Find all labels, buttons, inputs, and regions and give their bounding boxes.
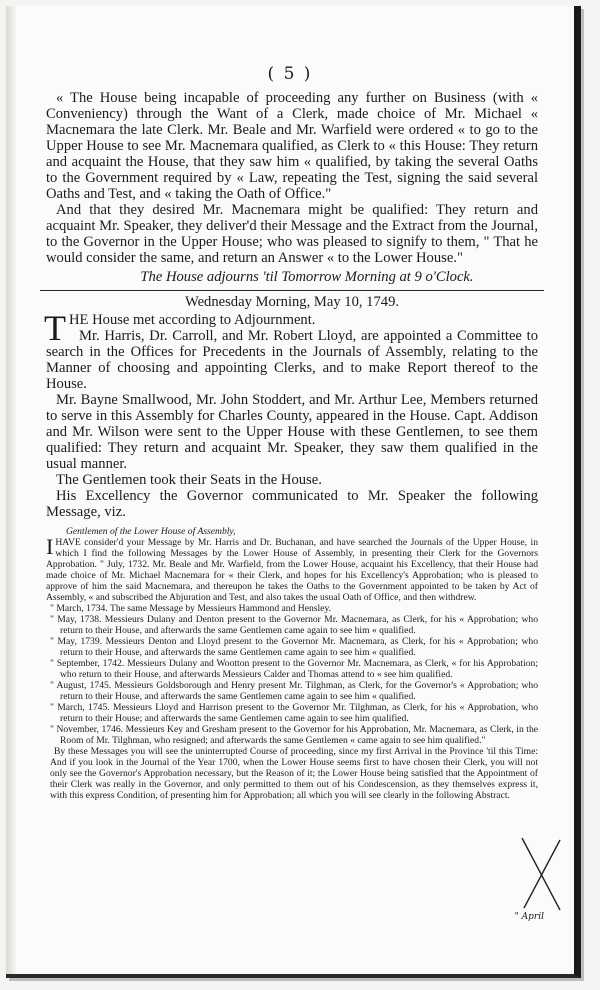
message-line: " September, 1742. Messieurs Dulany and Wootton present to the Governor Mr. Macnemara, as Clerk, « for his Approbation; who return to their House, and afterwards Messieurs Calder and Thomas attend to « see him qualified. (50, 658, 538, 680)
document-body (46, 90, 538, 801)
message-line: " August, 1745. Messieurs Goldsborough and Henry present Mr. Tilghman, as Clerk, for the Governor's « Approbation; who return to their House, and afterwards the same Gentlemen came again to see him « qualified. (50, 680, 538, 702)
page-gutter-shadow (6, 6, 16, 974)
message-line: " March, 1734. The same Message by Messieurs Hammond and Hensley. (50, 603, 332, 614)
catchword: " April (514, 912, 544, 922)
para-met: HE House met according to Adjournment. (69, 312, 316, 328)
para-harris: Mr. Harris, Dr. Carroll, and Mr. Robert Lloyd, are appointed a Committee to search in the Offices for Precedents in the Journals of Assembly, relating to the Manner of choosing and appointing Clerks, and to make Report thereof to the House. (46, 328, 538, 392)
closing-paragraph: By these Messages you will see the uninterrupted Course of proceeding, since my first Arrival in the Province 'til this Time: And if you look in the Journal of the Year 1700, when the Lower House seems first to have chosen their Clerk, you will not only see the Governor's Approbation necessary, but the Reason of it; the Lower House being satisfied that the Appointment of their Clerk was really in the Governor, and only permitted to them out of his Condescension, as they themselves express it, with this express Condition, of presenting him for Approbation; all which you will see clearly in the following Abstract. (50, 746, 538, 801)
para-seats: The Gentlemen took their Seats in the House. (56, 472, 322, 488)
opening-paragraph: « The House being incapable of proceeding any further on Business (with « Conveniency) through the Want of a Clerk, made choice of Mr. Michael « Macnemara the late Clerk. Mr. Beale and Mr. Warfield were ordered « to go to the Upper House to see Mr. Macnemara qualified, as Clerk to « this House: They return and acquaint the House, that they saw him « qualified, by taking the several Oaths to the Government required by « Law, repeating the Test, signing the said several Oaths and Test, and « taking the Oath of Office." (46, 90, 538, 202)
date-heading: Wednesday Morning, May 10, 1749. (184, 294, 400, 310)
ink-x-mark (516, 834, 566, 914)
message-line-text: HAVE consider'd your Message by Mr. Harris and Dr. Buchanan, and have searched the Journals of the Upper House, in which I find the following Messages by the Lower House of Assembly, in presenting their Clerk for the Governors Approbation. " July, 1732. Mr. Beale and Mr. Warfield, from the Lower House, acquaint his Excellency, that their House had made choice of Mr. Michael Macnemara for « their Clerk, and hopes for his Excellency's Approbation; who is pleased to approve of him the said Macnemara, and thereupon he takes the Oaths to the Government appointed to be taken by Act of Assembly, « and subscribed the Abjuration and Test, and also takes the usual Oath of Office, and then withdrew. (46, 537, 538, 603)
para-governor: His Excellency the Governor communicated to Mr. Speaker the following Message, viz. (46, 488, 538, 520)
speaker-paragraph: And that they desired Mr. Macnemara might be qualified: They return and acquaint Mr. Speaker, they deliver'd their Message and the Extract from the Journal, to the Governor in the Upper House; who was pleased to signify to them, " That he would consider the same, and return an Answer « to the Lower House." (46, 202, 538, 266)
message-line: " May, 1739. Messieurs Denton and Lloyd present to the Governor Mr. Macnemara, as Clerk, for his « Approbation; who return to their House, and afterwards the same Gentlemen came again to see him « qualified. (50, 636, 538, 658)
met-paragraph-block (44, 308, 538, 392)
para-smallwood: Mr. Bayne Smallwood, Mr. John Stoddert, and Mr. Arthur Lee, Members returned to serve in this Assembly for Charles County, appeared in the House. Capt. Addison and Mr. Wilson were sent to the Upper House with these Gentlemen, to see them qualified: They return and acquaint Mr. Speaker, they saw them qualified in the usual manner. (46, 392, 538, 472)
message-heading: Gentlemen of the Lower House of Assembly, (66, 526, 236, 537)
message-drop-cap: I (46, 534, 54, 559)
message-line: " March, 1745. Messieurs Lloyd and Harrison present to the Governor Mr. Tilghman, as Clerk, for his « Approbation, who return to their House; and afterwards the same Gentlemen came again to see him qualified. (50, 702, 538, 724)
drop-cap: T (44, 308, 66, 348)
message-line: " May, 1738. Messieurs Dulany and Denton present to the Governor Mr. Macnemara, as Clerk, for his « Approbation; who return to their House, and afterwards the same Gentlemen came again to see him « qualified. (50, 614, 538, 636)
document-page (6, 6, 581, 978)
governor-message (46, 526, 538, 801)
section-divider (40, 290, 544, 291)
page-number: ( 5 ) (267, 64, 313, 84)
message-line (46, 534, 538, 603)
adjourn-line: The House adjourns 'til Tomorrow Morning at 9 o'Clock. (140, 269, 474, 285)
message-line: " November, 1746. Messieurs Key and Gresham present to the Governor for his Approbation, Mr. Macnemara, as Clerk, in the Room of Mr. Tilghman, who resigned; and afterwards the same Gentlemen « came again to see him qualified." (50, 724, 538, 746)
